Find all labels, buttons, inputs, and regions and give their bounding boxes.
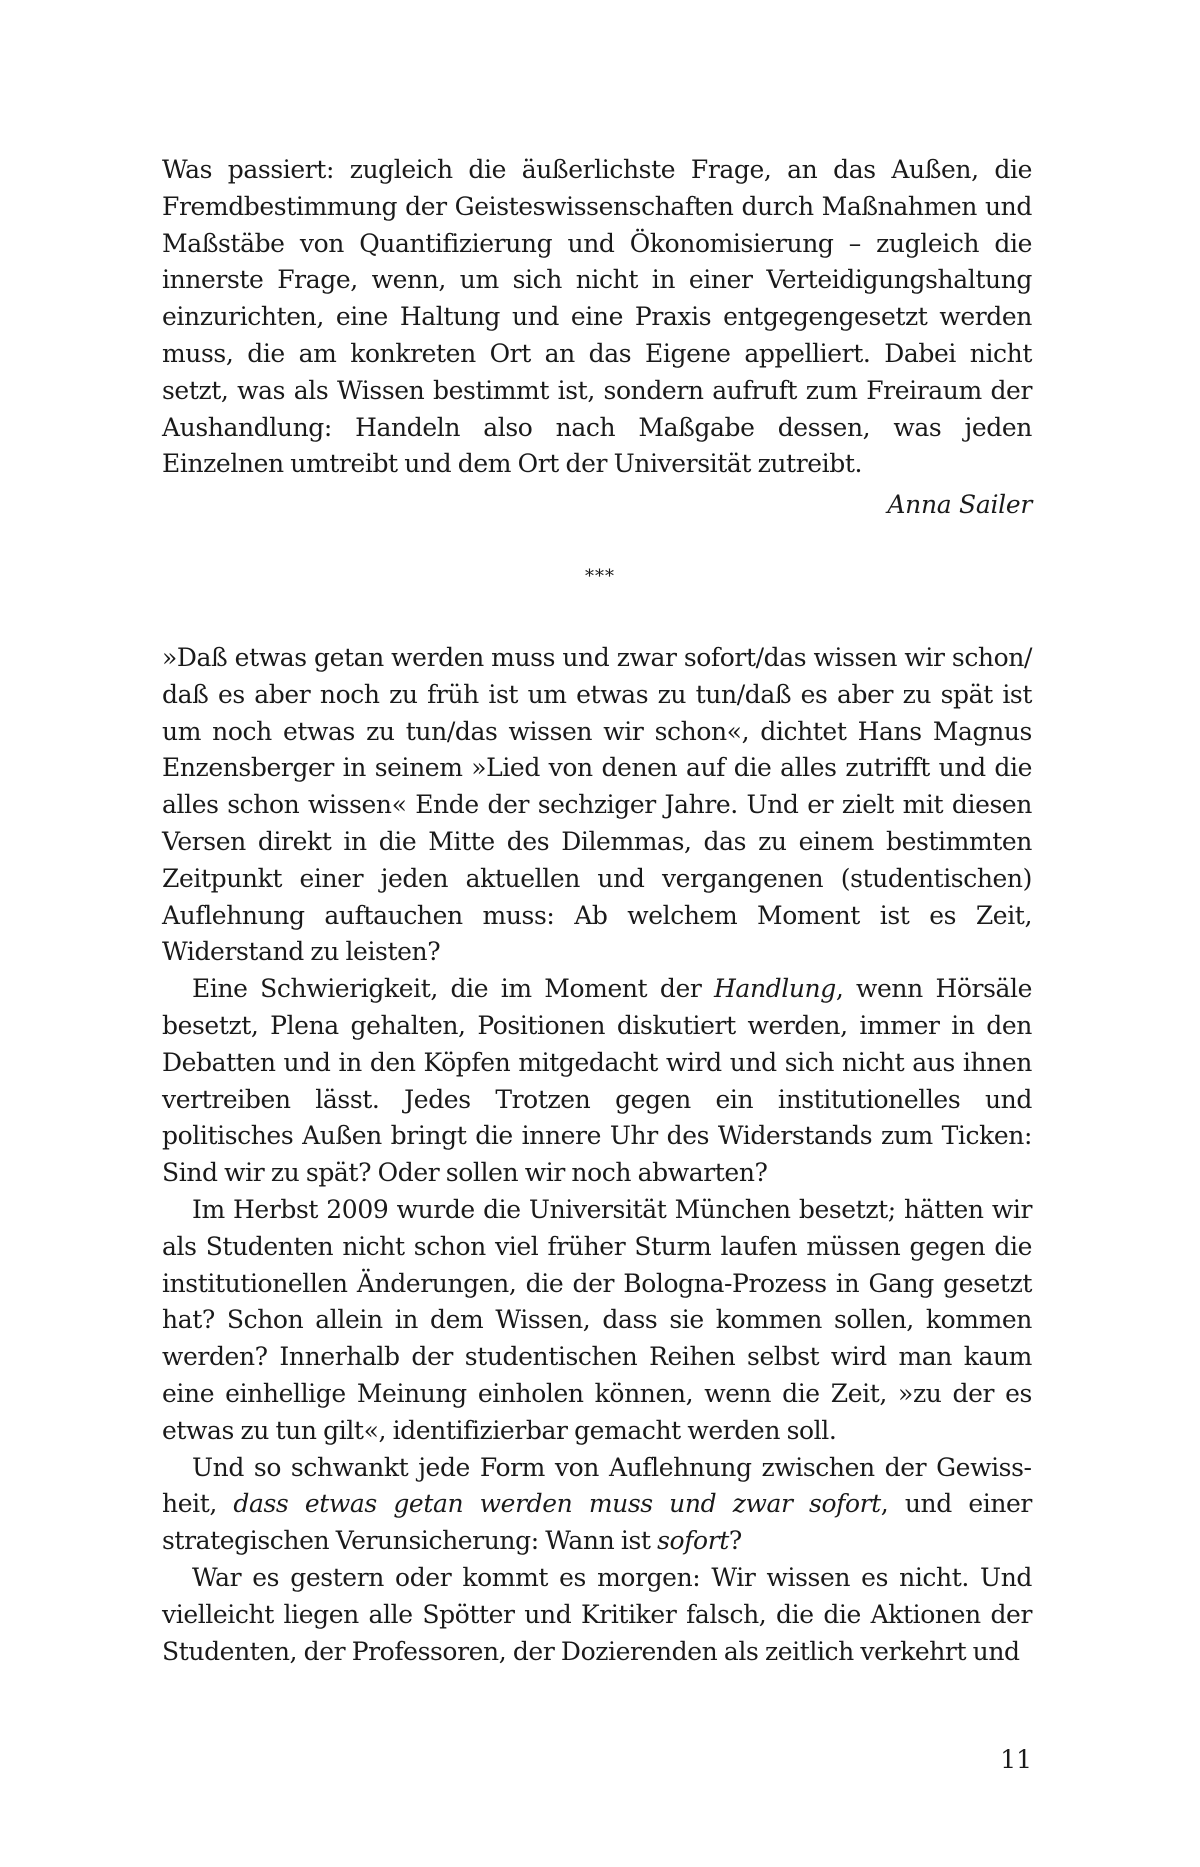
paragraph-4-text-c: ? bbox=[728, 1526, 742, 1556]
paragraph-2-text-end: , wenn Hörsäle besetzt, Plena gehalten, Positionen diskutiert werden, immer in den Debatten und in den Köpfen mitgedacht wird und sich nicht aus ihnen vertreiben lässt. Jedes Trotzen gegen ein institutionelles und politisches Außen bringt die innere Uhr des Widerstands zum Ticken: Sind wir zu spät? Oder sollen wir noch abwarten? bbox=[162, 974, 1032, 1188]
essay-two-paragraph-3: Im Herbst 2009 wurde die Universität München besetzt; hätten wir als Studenten nicht schon viel früher Sturm laufen müssen gegen die institutionellen Änderungen, die der Bologna-Prozess in Gang gesetzt hat? Schon allein in dem Wissen, dass sie kommen sollen, kommen werden? Innerhalb der studentischen Reihen selbst wird man kaum eine einhellige Meinung einholen können, wenn die Zeit, »zu der es etwas zu tun gilt«, identifizierbar gemacht werden soll. bbox=[162, 1194, 1032, 1445]
essay-two-paragraph-5: War es gestern oder kommt es morgen: Wir wissen es nicht. Und vielleicht liegen alle Spötter und Kritiker falsch, die die Aktionen der Studenten, der Professoren, der Dozierenden als zeitlich verkehrt und bbox=[162, 1562, 1032, 1666]
paragraph-4-emphasis-2: sofort bbox=[657, 1526, 729, 1556]
essay-one-paragraph: Was passiert: zugleich die äußerlichste Frage, an das Außen, die Fremdbestimmung der Geisteswissenschaften durch Maßnahmen und Maßstäbe von Quantifizierung und Ökonomisierung – zugleich die innerste Frage, wenn, um sich nicht in einer Verteidigungshaltung einzurichten, eine Haltung und eine Praxis entgegengesetzt werden muss, die am konkreten Ort an das Eigene appelliert. Dabei nicht setzt, was als Wissen bestimmt ist, sondern aufruft zum Freiraum der Aushandlung: Handeln also nach Maßgabe dessen, was jeden Einzelnen umtreibt und dem Ort der Universität zutreibt. bbox=[162, 155, 1032, 479]
essay-two-paragraph-1: »Daß etwas getan werden muss und zwar sofort/das wissen wir schon/ daß es aber noch zu früh ist um etwas zu tun/daß es aber zu spät ist um noch etwas zu tun/das wissen wir schon«, dichtet Hans Magnus Enzensberger in seinem »Lied von denen auf die alles zutrifft und die alles schon wissen« Ende der sechziger Jahre. Und er zielt mit diesen Versen direkt in die Mitte des Dilemmas, das zu einem bestimmten Zeitpunkt einer jeden aktuellen und vergangenen (studentischen) Auflehnung auftauchen muss: Ab welchem Moment ist es Zeit, Widerstand zu leisten? bbox=[162, 643, 1032, 967]
paragraph-2-text-start: Eine Schwierigkeit, die im Moment der bbox=[192, 974, 715, 1004]
author-signature: Anna Sailer bbox=[887, 490, 1032, 519]
page-number: 11 bbox=[1000, 1745, 1032, 1774]
essay-two bbox=[162, 640, 1032, 1670]
paragraph-4-text-a: Und so schwankt jede Form von Auflehnung zwischen der Gewissheit, bbox=[162, 1452, 1032, 1519]
paragraph-4-text-b: , und einer strategischen Verunsicherung: Wann ist bbox=[162, 1489, 1032, 1556]
essay-two-paragraph-4 bbox=[162, 1450, 1032, 1560]
paragraph-4-emphasis-1: dass etwas getan werden muss und zwar sofort bbox=[233, 1489, 881, 1519]
section-separator: *** bbox=[585, 566, 615, 587]
paragraph-2-emphasis: Handlung bbox=[714, 974, 836, 1004]
essay-two-paragraph-2 bbox=[162, 971, 1032, 1192]
essay-one bbox=[162, 152, 1032, 483]
